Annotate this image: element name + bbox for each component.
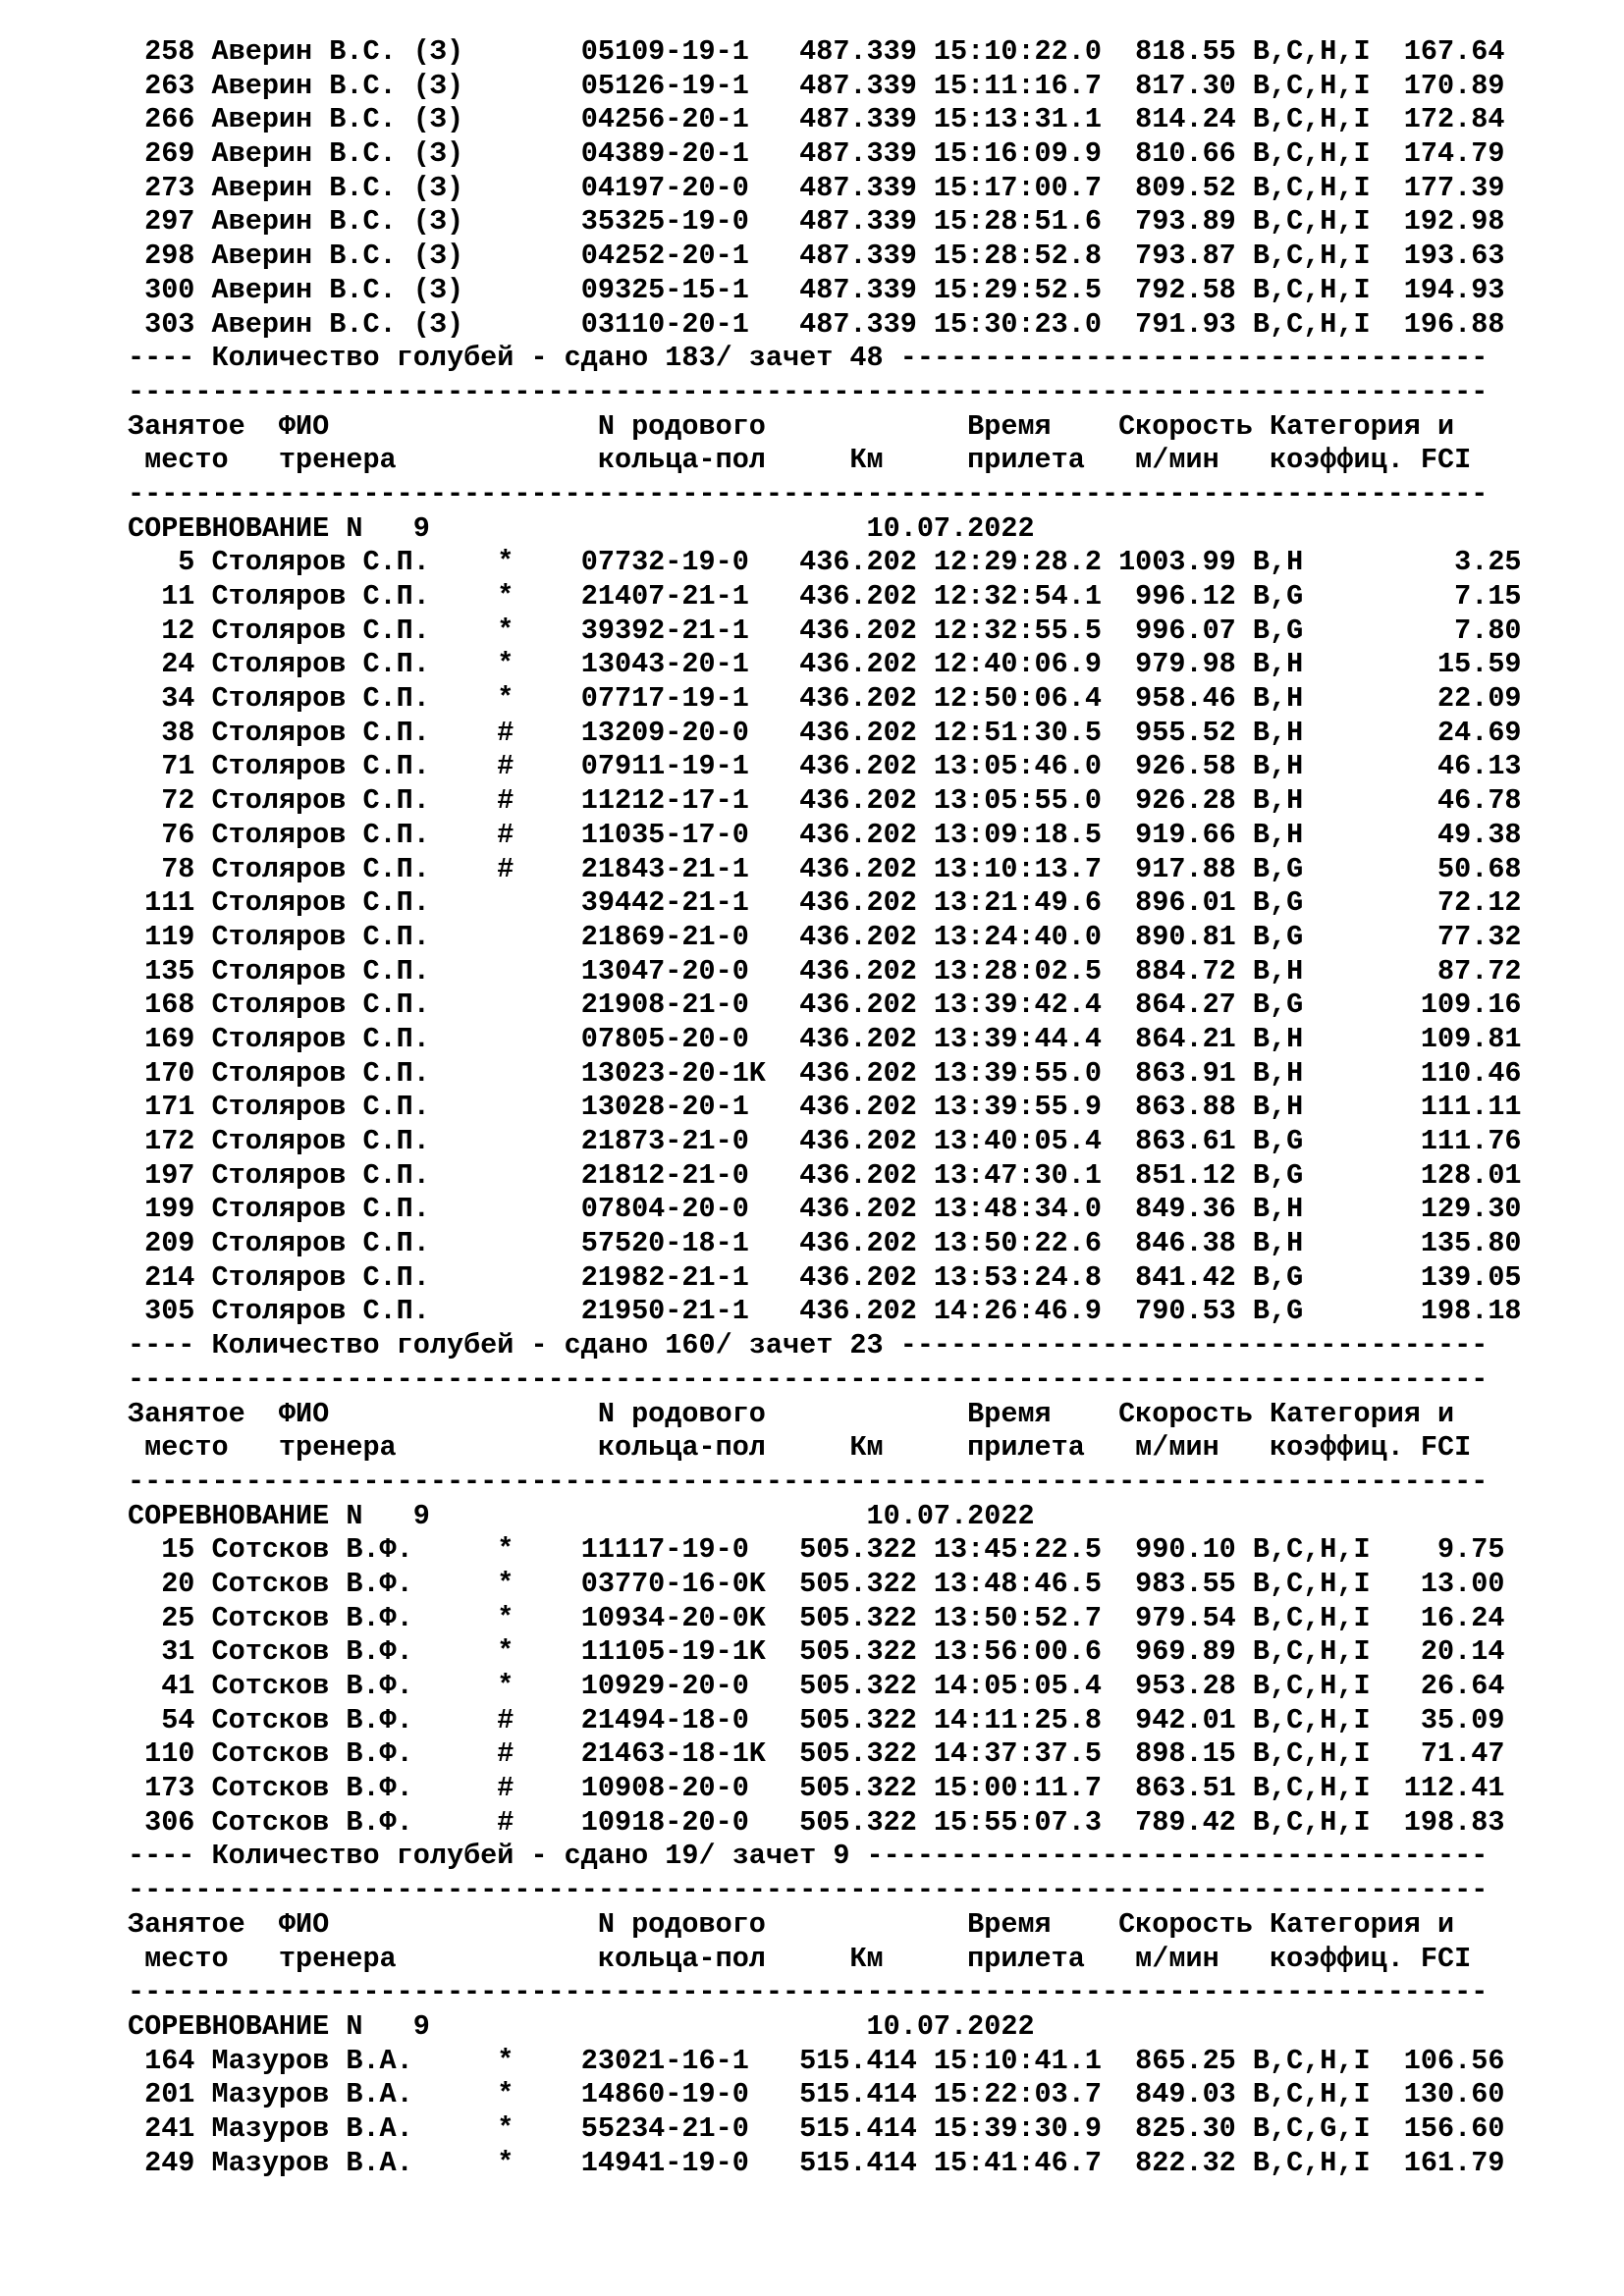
column-header-row-2: место тренера кольца-пол Км прилета м/мин коэффиц. FCI xyxy=(128,1942,1472,1975)
divider-line: --------------------------------------------------------------------------------- xyxy=(128,1874,1489,1907)
result-row: 170 Столяров С.П. 13023-20-1K 436.202 13:39:55.0 863.91 B,H 110.46 xyxy=(128,1056,1522,1090)
column-header-row-1: Занятое ФИО N родового Время Скорость Категория и xyxy=(128,1907,1455,1941)
result-row: 273 Аверин В.С. (З) 04197-20-0 487.339 15:17:00.7 809.52 B,C,H,I 177.39 xyxy=(128,171,1505,204)
result-row: 249 Мазуров В.А. * 14941-19-0 515.414 15:41:46.7 822.32 B,C,H,I 161.79 xyxy=(128,2146,1505,2179)
divider-line: --------------------------------------------------------------------------------- xyxy=(128,477,1489,510)
result-row: 305 Столяров С.П. 21950-21-1 436.202 14:26:46.9 790.53 B,G 198.18 xyxy=(128,1295,1522,1328)
result-row: 201 Мазуров В.А. * 14860-19-0 515.414 15:22:03.7 849.03 B,C,H,I 130.60 xyxy=(128,2078,1505,2111)
result-row: 306 Сотсков В.Ф. # 10918-20-0 505.322 15:55:07.3 789.42 B,C,H,I 198.83 xyxy=(128,1805,1505,1839)
result-row: 169 Столяров С.П. 07805-20-0 436.202 13:39:44.4 864.21 B,H 109.81 xyxy=(128,1022,1522,1055)
result-row: 24 Столяров С.П. * 13043-20-1 436.202 12:40:06.9 979.98 B,H 15.59 xyxy=(128,648,1522,681)
result-row: 164 Мазуров В.А. * 23021-16-1 515.414 15:10:41.1 865.25 B,C,H,I 106.56 xyxy=(128,2044,1505,2077)
result-row: 12 Столяров С.П. * 39392-21-1 436.202 12:32:55.5 996.07 B,G 7.80 xyxy=(128,614,1522,647)
column-header-row-1: Занятое ФИО N родового Время Скорость Категория и xyxy=(128,1397,1455,1430)
result-row: 111 Столяров С.П. 39442-21-1 436.202 13:21:49.6 896.01 B,G 72.12 xyxy=(128,886,1522,920)
result-row: 78 Столяров С.П. # 21843-21-1 436.202 13:10:13.7 917.88 B,G 50.68 xyxy=(128,852,1522,885)
result-row: 209 Столяров С.П. 57520-18-1 436.202 13:50:22.6 846.38 B,H 135.80 xyxy=(128,1227,1522,1260)
result-row: 241 Мазуров В.А. * 55234-21-0 515.414 15:39:30.9 825.30 B,C,G,I 156.60 xyxy=(128,2111,1505,2145)
result-row: 172 Столяров С.П. 21873-21-0 436.202 13:40:05.4 863.61 B,G 111.76 xyxy=(128,1125,1522,1157)
result-row: 38 Столяров С.П. # 13209-20-0 436.202 12:51:30.5 955.52 B,H 24.69 xyxy=(128,716,1522,749)
result-row: 119 Столяров С.П. 21869-21-0 436.202 13:24:40.0 890.81 B,G 77.32 xyxy=(128,920,1522,953)
competition-header: СОРЕВНОВАНИЕ N 9 10.07.2022 xyxy=(128,2009,1035,2043)
result-row: 197 Столяров С.П. 21812-21-0 436.202 13:47:30.1 851.12 B,G 128.01 xyxy=(128,1158,1522,1192)
result-row: 31 Сотсков В.Ф. * 11105-19-1K 505.322 13:56:00.6 969.89 B,C,H,I 20.14 xyxy=(128,1635,1505,1669)
result-row: 173 Сотсков В.Ф. # 10908-20-0 505.322 15:00:11.7 863.51 B,C,H,I 112.41 xyxy=(128,1772,1505,1805)
result-row: 110 Сотсков В.Ф. # 21463-18-1K 505.322 14:37:37.5 898.15 B,C,H,I 71.47 xyxy=(128,1737,1505,1771)
divider-line: --------------------------------------------------------------------------------- xyxy=(128,1465,1489,1498)
divider-line: --------------------------------------------------------------------------------- xyxy=(128,1976,1489,2009)
result-row: 297 Аверин В.С. (З) 35325-19-0 487.339 15:28:51.6 793.89 B,C,H,I 192.98 xyxy=(128,205,1505,239)
result-row: 303 Аверин В.С. (З) 03110-20-1 487.339 15:30:23.0 791.93 B,C,H,I 196.88 xyxy=(128,307,1505,341)
result-row: 298 Аверин В.С. (З) 04252-20-1 487.339 15:28:52.8 793.87 B,C,H,I 193.63 xyxy=(128,240,1505,273)
result-row: 15 Сотсков В.Ф. * 11117-19-0 505.322 13:45:22.5 990.10 B,C,H,I 9.75 xyxy=(128,1533,1505,1567)
result-row: 258 Аверин В.С. (З) 05109-19-1 487.339 15:10:22.0 818.55 B,C,H,I 167.64 xyxy=(128,35,1505,68)
column-header-row-2: место тренера кольца-пол Км прилета м/мин коэффиц. FCI xyxy=(128,444,1472,477)
result-row: 11 Столяров С.П. * 21407-21-1 436.202 12:32:54.1 996.12 B,G 7.15 xyxy=(128,580,1522,613)
section-summary: ---- Количество голубей - сдано 19/ зачет 9 ------------------------------------- xyxy=(128,1840,1489,1873)
column-header-row-1: Занятое ФИО N родового Время Скорость Категория и xyxy=(128,409,1455,443)
section-summary: ---- Количество голубей - сдано 160/ зачет 23 ----------------------------------- xyxy=(128,1329,1489,1362)
competition-header: СОРЕВНОВАНИЕ N 9 10.07.2022 xyxy=(128,511,1035,545)
result-row: 5 Столяров С.П. * 07732-19-0 436.202 12:29:28.2 1003.99 B,H 3.25 xyxy=(128,546,1522,579)
result-row: 199 Столяров С.П. 07804-20-0 436.202 13:48:34.0 849.36 B,H 129.30 xyxy=(128,1193,1522,1226)
result-row: 171 Столяров С.П. 13028-20-1 436.202 13:39:55.9 863.88 B,H 111.11 xyxy=(128,1091,1522,1124)
results-document xyxy=(128,35,1522,2180)
section-summary: ---- Количество голубей - сдано 183/ зачет 48 ----------------------------------- xyxy=(128,342,1489,375)
column-header-row-2: место тренера кольца-пол Км прилета м/мин коэффиц. FCI xyxy=(128,1431,1472,1465)
result-row: 20 Сотсков В.Ф. * 03770-16-0K 505.322 13:48:46.5 983.55 B,C,H,I 13.00 xyxy=(128,1567,1505,1600)
divider-line: --------------------------------------------------------------------------------- xyxy=(128,375,1489,408)
result-row: 54 Сотсков В.Ф. # 21494-18-0 505.322 14:11:25.8 942.01 B,C,H,I 35.09 xyxy=(128,1703,1505,1736)
result-row: 300 Аверин В.С. (З) 09325-15-1 487.339 15:29:52.5 792.58 B,C,H,I 194.93 xyxy=(128,273,1505,306)
result-row: 76 Столяров С.П. # 11035-17-0 436.202 13:09:18.5 919.66 B,H 49.38 xyxy=(128,818,1522,851)
result-row: 266 Аверин В.С. (З) 04256-20-1 487.339 15:13:31.1 814.24 B,C,H,I 172.84 xyxy=(128,103,1505,136)
divider-line: --------------------------------------------------------------------------------- xyxy=(128,1362,1489,1396)
result-row: 71 Столяров С.П. # 07911-19-1 436.202 13:05:46.0 926.58 B,H 46.13 xyxy=(128,750,1522,783)
result-row: 263 Аверин В.С. (З) 05126-19-1 487.339 15:11:16.7 817.30 B,C,H,I 170.89 xyxy=(128,69,1505,102)
result-row: 72 Столяров С.П. # 11212-17-1 436.202 13:05:55.0 926.28 B,H 46.78 xyxy=(128,784,1522,818)
result-row: 214 Столяров С.П. 21982-21-1 436.202 13:53:24.8 841.42 B,G 139.05 xyxy=(128,1260,1522,1294)
result-row: 34 Столяров С.П. * 07717-19-1 436.202 12:50:06.4 958.46 B,H 22.09 xyxy=(128,682,1522,716)
result-row: 168 Столяров С.П. 21908-21-0 436.202 13:39:42.4 864.27 B,G 109.16 xyxy=(128,988,1522,1022)
result-row: 269 Аверин В.С. (З) 04389-20-1 487.339 15:16:09.9 810.66 B,C,H,I 174.79 xyxy=(128,137,1505,171)
result-row: 135 Столяров С.П. 13047-20-0 436.202 13:28:02.5 884.72 B,H 87.72 xyxy=(128,954,1522,988)
result-row: 41 Сотсков В.Ф. * 10929-20-0 505.322 14:05:05.4 953.28 B,C,H,I 26.64 xyxy=(128,1670,1505,1702)
competition-header: СОРЕВНОВАНИЕ N 9 10.07.2022 xyxy=(128,1499,1035,1532)
result-row: 25 Сотсков В.Ф. * 10934-20-0K 505.322 13:50:52.7 979.54 B,C,H,I 16.24 xyxy=(128,1601,1505,1634)
